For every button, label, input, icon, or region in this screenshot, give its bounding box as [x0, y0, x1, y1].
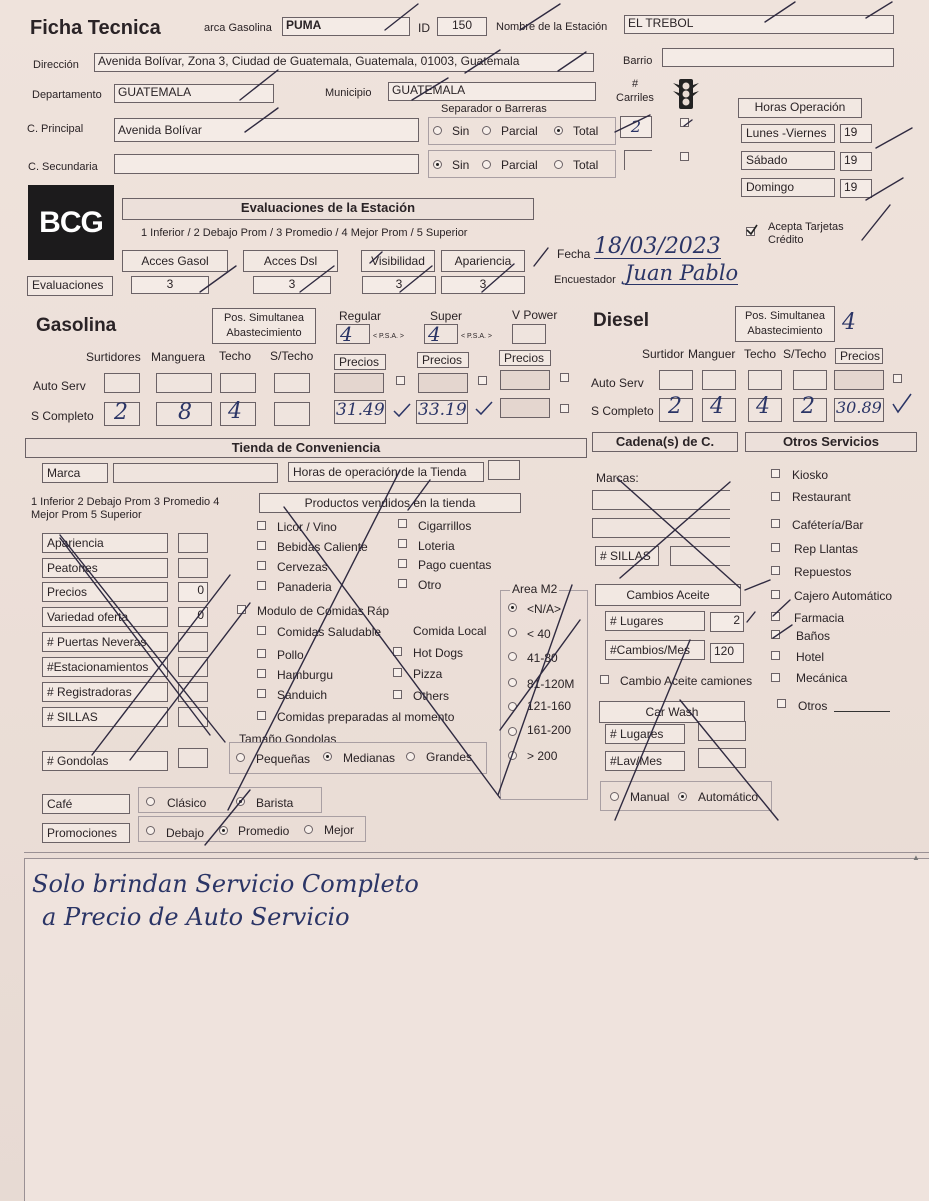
restaurant-checkbox[interactable] [771, 492, 780, 501]
separador2-total-radio[interactable] [554, 160, 563, 169]
departamento-field[interactable]: GUATEMALA [114, 84, 274, 103]
gas-completo-label: S Completo [31, 409, 94, 423]
gondolas-pequenas-label: Pequeñas [256, 752, 311, 766]
dsl-auto-techo[interactable] [748, 370, 782, 390]
separador-title: Separador o Barreras [441, 103, 547, 115]
loteria-checkbox[interactable] [398, 539, 407, 548]
area-na-label: <N/A> [527, 602, 562, 616]
form-title: Ficha Tecnica [30, 17, 161, 39]
vpower-psa-field[interactable] [512, 324, 546, 344]
gas-auto-vpower-checkbox[interactable] [560, 373, 569, 382]
cw-lugares-label: # Lugares [605, 724, 685, 744]
cigarrillos-label: Cigarrillos [418, 519, 472, 533]
calle-principal-label: C. Principal [27, 123, 84, 135]
dsl-completo-manguera: 4 [710, 394, 724, 419]
comidas-preparadas-checkbox[interactable] [257, 711, 266, 720]
tienda-sillas-label: # SILLAS [42, 707, 168, 727]
gondolas-grandes-label: Grandes [426, 750, 473, 764]
tienda-registradoras-label: # Registradoras [42, 682, 168, 702]
tienda-sillas-field[interactable] [178, 707, 208, 727]
others-label: Others [413, 689, 450, 703]
kiosko-label: Kiosko [792, 468, 829, 482]
tienda-horas-label: Horas de operación de la Tienda [288, 462, 484, 482]
bebidas-checkbox[interactable] [257, 541, 266, 550]
evaluaciones-title: Evaluaciones de la Estación [122, 198, 534, 220]
hotel-checkbox[interactable] [771, 651, 780, 660]
barrio-field[interactable] [662, 48, 894, 67]
horas-lunes-field[interactable]: 19 [840, 124, 872, 143]
farmacia-checkbox[interactable] [771, 612, 780, 621]
separador2-total-label: Total [573, 158, 599, 172]
pago-cuentas-checkbox[interactable] [398, 559, 407, 568]
pizza-label: Pizza [413, 667, 443, 681]
area-200-radio[interactable] [508, 727, 517, 736]
tienda-precios-field[interactable]: 0 [178, 582, 208, 602]
direccion-label: Dirección [33, 59, 79, 71]
pago-cuentas-label: Pago cuentas [418, 558, 492, 572]
sanduich-checkbox[interactable] [257, 689, 266, 698]
carwash-manual-radio[interactable] [610, 792, 619, 801]
dsl-completo-surtidor: 2 [668, 394, 682, 419]
cervezas-label: Cervezas [277, 560, 328, 574]
super-label: Super [430, 309, 463, 323]
tienda-gondolas-field[interactable] [178, 748, 208, 768]
super-psa-value: 4 [428, 322, 441, 346]
lugares-label: # Lugares [605, 611, 705, 631]
cambio-camiones-label: Cambio Aceite camiones [620, 674, 753, 688]
tienda-puertas-label: # Puertas Neveras [42, 632, 168, 652]
lugares-field[interactable]: 2 [710, 612, 744, 632]
cadena-sillas-field[interactable] [670, 546, 730, 566]
marcas-field-2[interactable] [592, 518, 730, 538]
separador1-total-radio[interactable] [554, 126, 563, 135]
horas-domingo-label: Domingo [741, 178, 835, 197]
separador2-sin-radio[interactable] [433, 160, 442, 169]
evaluaciones-scale: 1 Inferior / 2 Debajo Prom / 3 Promedio / 4 Mejor Prom / 5 Superior [141, 227, 468, 239]
banos-label: Baños [796, 629, 831, 643]
tienda-puertas-field[interactable] [178, 632, 208, 652]
dsl-col-surtidor: Surtidor [642, 347, 685, 361]
check-icon [745, 223, 759, 237]
diesel-pos-label: Pos. Simultanea Abastecimiento [735, 306, 835, 342]
tienda-gondolas-label: # Gondolas [42, 751, 168, 771]
gas-auto-techo[interactable] [220, 373, 256, 393]
cambios-mes-label: #Cambios/Mes [605, 640, 705, 660]
tamano-gondolas-title: Tamaño Gondolas [239, 732, 337, 746]
comida-local-label: Comida Local [413, 624, 487, 638]
pollo-checkbox[interactable] [257, 649, 266, 658]
nombre-estacion-label: Nombre de la Estación [496, 21, 608, 33]
tienda-marca-field[interactable] [113, 463, 278, 483]
pollo-label: Pollo [277, 648, 304, 662]
tienda-peatones-label: Peatones [42, 558, 168, 578]
cafeteria-checkbox[interactable] [771, 519, 780, 528]
gas-auto-precio-vpower[interactable] [500, 370, 550, 390]
gas-col-techo: Techo [219, 349, 252, 363]
gasolina-pos-label: Pos. Simultanea Abastecimiento [212, 308, 316, 344]
tienda-registradoras-field[interactable] [178, 682, 208, 702]
area-more-label: > 200 [527, 749, 558, 763]
carriles-field-2[interactable] [624, 150, 652, 170]
tienda-scale: 1 Inferior 2 Debajo Prom 3 Promedio 4 Mejor Prom 5 Superior [31, 496, 220, 521]
cajero-label: Cajero Automático [794, 589, 893, 603]
dsl-auto-manguera[interactable] [702, 370, 736, 390]
resize-handle-icon[interactable]: ▲ [912, 853, 920, 862]
gas-completo-stecho-field[interactable] [274, 402, 310, 426]
acces-gasol-field[interactable]: 3 [131, 276, 209, 294]
carriles-hash: # [632, 78, 639, 90]
municipio-label: Municipio [325, 87, 372, 99]
cafe-label: Café [42, 794, 130, 814]
gasolina-title: Gasolina [36, 315, 117, 336]
cafe-clasico-label: Clásico [167, 796, 207, 810]
area-title: Area M2 [512, 582, 558, 596]
cervezas-checkbox[interactable] [257, 561, 266, 570]
gas-auto-regular-checkbox[interactable] [396, 376, 405, 385]
mecanica-checkbox[interactable] [771, 673, 780, 682]
promo-debajo-radio[interactable] [146, 826, 155, 835]
separador2-sin-label: Sin [452, 158, 470, 172]
dsl-auto-serv-label: Auto Serv [591, 376, 644, 390]
tienda-variedad-field[interactable]: 0 [178, 607, 208, 627]
gas-auto-manguera[interactable] [156, 373, 212, 393]
area-40-label: < 40 [527, 627, 551, 641]
separador2-parcial-label: Parcial [501, 158, 538, 172]
banos-checkbox[interactable] [771, 630, 780, 639]
cambios-mes-field[interactable]: 120 [710, 643, 744, 663]
lav-mes-field[interactable] [698, 748, 746, 768]
cafe-barista-radio[interactable] [236, 797, 245, 806]
fecha-value[interactable]: 18/03/2023 [594, 234, 721, 259]
hamburguesa-label: Hamburgu [277, 668, 334, 682]
departamento-label: Departamento [32, 89, 102, 101]
otro-checkbox[interactable] [398, 579, 407, 588]
area-120-label: 81-120M [527, 677, 575, 691]
area-120-radio[interactable] [508, 678, 517, 687]
promociones-label: Promociones [42, 823, 130, 843]
gas-auto-super-checkbox[interactable] [478, 376, 487, 385]
acces-dsl-field[interactable]: 3 [253, 276, 331, 294]
lav-mes-label: #Lav/Mes [605, 751, 685, 771]
check-icon [890, 392, 914, 416]
otros-servicios-title: Otros Servicios [745, 432, 917, 452]
gondolas-grandes-radio[interactable] [406, 752, 415, 761]
dsl-completo-techo: 4 [756, 394, 770, 419]
tarjetas-label: Acepta Tarjetas Crédito [768, 221, 844, 246]
otros-label: Otros [798, 699, 828, 713]
productos-title: Productos vendidos en la tienda [259, 493, 521, 513]
cafe-clasico-radio[interactable] [146, 797, 155, 806]
comidas-preparadas-label: Comidas preparadas al momento [277, 710, 455, 724]
tienda-apariencia-label: Apariencia [42, 533, 168, 553]
calle-secundaria-label: C. Secundaria [28, 161, 98, 173]
dsl-auto-stecho[interactable] [793, 370, 827, 390]
apariencia-label: Apariencia [441, 250, 525, 272]
separador1-parcial-radio[interactable] [482, 126, 491, 135]
hot-dogs-checkbox[interactable] [393, 647, 402, 656]
gas-col-manguera: Manguera [151, 350, 206, 364]
carriles-label: Carriles [616, 92, 654, 104]
otro-label: Otro [418, 578, 442, 592]
separador1-sin-radio[interactable] [433, 126, 442, 135]
check-icon [474, 400, 494, 416]
area-80-radio[interactable] [508, 652, 517, 661]
gondolas-pequenas-radio[interactable] [236, 753, 245, 762]
dsl-completo-label: S Completo [591, 404, 654, 418]
separador1-parcial-label: Parcial [501, 124, 538, 138]
cafeteria-label: Cafétería/Bar [792, 518, 864, 532]
rep-llantas-label: Rep Llantas [794, 542, 859, 556]
dsl-col-manguer: Manguer [688, 347, 736, 361]
visibilidad-label: Visibilidad [361, 250, 435, 272]
dsl-completo-stecho: 2 [801, 394, 815, 419]
cambios-aceite-title: Cambios Aceite [595, 584, 741, 606]
carwash-automatico-label: Automático [698, 790, 759, 804]
check-icon [392, 402, 412, 418]
gondolas-medianas-label: Medianas [343, 751, 396, 765]
restaurant-label: Restaurant [792, 490, 851, 504]
gas-precios-label-1: Precios [334, 354, 386, 370]
gas-completo-surtidores: 2 [114, 400, 128, 425]
sanduich-label: Sanduich [277, 688, 328, 702]
tienda-precios-label: Precios [42, 582, 168, 602]
dsl-auto-checkbox[interactable] [893, 374, 902, 383]
cigarrillos-checkbox[interactable] [398, 519, 407, 528]
hamburguesa-checkbox[interactable] [257, 669, 266, 678]
horas-sabado-field[interactable]: 19 [840, 152, 872, 171]
dsl-col-stecho: S/Techo [783, 347, 827, 361]
car-wash-title: Car Wash [599, 701, 745, 723]
dsl-col-techo: Techo [744, 347, 777, 361]
area-200-label: 161-200 [527, 723, 572, 737]
bcg-logo: BCG [28, 185, 114, 260]
hot-dogs-label: Hot Dogs [413, 646, 464, 660]
visibilidad-field[interactable]: 3 [362, 276, 436, 294]
tienda-apariencia-field[interactable] [178, 533, 208, 553]
area-80-label: 41-80 [527, 651, 558, 665]
evaluaciones-row-label: Evaluaciones [27, 276, 113, 296]
area-40-radio[interactable] [508, 628, 517, 637]
comidas-saludable-checkbox[interactable] [257, 626, 266, 635]
gas-precios-label-2: Precios [417, 352, 469, 368]
marcas-field-1[interactable] [592, 490, 730, 510]
fecha-label: Fecha [557, 247, 591, 261]
separador1-sin-label: Sin [452, 124, 470, 138]
gas-col-surtidores: Surtidores [86, 350, 141, 364]
carwash-automatico-radio[interactable] [678, 792, 687, 801]
apariencia-field[interactable]: 3 [441, 276, 525, 294]
notes-line-2: a Precio de Auto Servicio [42, 903, 350, 931]
comidas-saludable-label: Comidas Saludable [277, 625, 382, 639]
gas-auto-surtidores[interactable] [104, 373, 140, 393]
notes-line-1: Solo brindan Servicio Completo [32, 870, 419, 898]
gas-completo-precio-regular: 31.49 [336, 400, 385, 420]
dsl-auto-surtidor[interactable] [659, 370, 693, 390]
regular-psa-value: 4 [340, 322, 353, 346]
panaderia-label: Panaderia [277, 580, 332, 594]
farmacia-label: Farmacia [794, 611, 845, 625]
carriles-checkbox-2[interactable] [680, 152, 689, 161]
separador1-total-label: Total [573, 124, 599, 138]
id-label: ID [418, 21, 430, 35]
gas-auto-stecho[interactable] [274, 373, 310, 393]
gas-precios-label-3: Precios [499, 350, 551, 366]
modulo-comidas-checkbox[interactable] [237, 605, 246, 614]
rep-llantas-checkbox[interactable] [771, 543, 780, 552]
diesel-title: Diesel [593, 310, 649, 331]
gas-completo-vpower-checkbox[interactable] [560, 404, 569, 413]
notes-divider [24, 852, 929, 858]
area-160-radio[interactable] [508, 702, 517, 711]
kiosko-checkbox[interactable] [771, 469, 780, 478]
marca-gasolina-field[interactable]: PUMA [282, 17, 410, 36]
regular-label: Regular [339, 309, 382, 323]
others-checkbox[interactable] [393, 690, 402, 699]
horas-operacion-title: Horas Operación [738, 98, 862, 118]
psa-label-2: < P.S.A. > [461, 333, 493, 340]
tienda-peatones-field[interactable] [178, 558, 208, 578]
psa-label-1: < P.S.A. > [373, 333, 405, 340]
cadena-title: Cadena(s) de C. [592, 432, 738, 452]
encuestador-value[interactable]: Juan Pablo [625, 261, 739, 285]
gas-auto-serv-label: Auto Serv [33, 379, 86, 393]
repuestos-checkbox[interactable] [771, 566, 780, 575]
repuestos-label: Repuestos [794, 565, 852, 579]
dsl-completo-precio: 30.89 [836, 398, 882, 417]
tienda-estacionamientos-field[interactable] [178, 657, 208, 677]
horas-sabado-label: Sábado [741, 151, 835, 170]
gas-auto-precio-regular[interactable] [334, 373, 384, 393]
marca-gasolina-label: arca Gasolina [204, 22, 272, 34]
promo-debajo-label: Debajo [166, 826, 205, 840]
tienda-estacionamientos-label: #Estacionamientos [42, 657, 168, 677]
otros-line[interactable] [834, 711, 890, 712]
tienda-title: Tienda de Conveniencia [25, 438, 587, 458]
pizza-checkbox[interactable] [393, 668, 402, 677]
nombre-estacion-field[interactable]: EL TREBOL [624, 15, 894, 34]
cafe-group [138, 787, 322, 813]
gondolas-medianas-radio[interactable] [323, 752, 332, 761]
carriles-field[interactable]: 2 [620, 116, 652, 138]
mecanica-label: Mecánica [796, 671, 848, 685]
acces-dsl-label: Acces Dsl [243, 250, 338, 272]
cafe-barista-label: Barista [256, 796, 294, 810]
tienda-variedad-label: Variedad oferta [42, 607, 168, 627]
calle-secundaria-field[interactable] [114, 154, 419, 174]
licor-checkbox[interactable] [257, 521, 266, 530]
carriles-checkbox[interactable] [680, 118, 689, 127]
encuestador-label: Encuestador [554, 274, 616, 286]
gas-completo-vpower-field[interactable] [500, 398, 550, 418]
gas-completo-techo: 4 [228, 399, 242, 424]
traffic-light-icon [671, 78, 701, 112]
area-more-radio[interactable] [508, 751, 517, 760]
barrio-label: Barrio [623, 55, 653, 67]
modulo-comidas-label: Modulo de Comidas Ráp [257, 604, 390, 618]
cajero-checkbox[interactable] [771, 590, 780, 599]
licor-label: Licor / Vino [277, 520, 337, 534]
separador2-parcial-radio[interactable] [482, 160, 491, 169]
promo-promedio-radio[interactable] [219, 826, 228, 835]
cadena-sillas-label: # SILLAS [595, 546, 659, 566]
municipio-field[interactable]: GUATEMALA [388, 82, 596, 101]
panaderia-checkbox[interactable] [257, 581, 266, 590]
area-160-label: 121-160 [527, 699, 572, 713]
promo-promedio-label: Promedio [238, 824, 290, 838]
cw-lugares-field[interactable] [698, 721, 746, 741]
diesel-pos-value[interactable]: 4 [842, 310, 856, 335]
direccion-field[interactable]: Avenida Bolívar, Zona 3, Ciudad de Guatemala, Guatemala, 01003, Guatemala [94, 53, 594, 72]
hotel-label: Hotel [796, 650, 825, 664]
otros-checkbox[interactable] [777, 699, 786, 708]
gas-completo-manguera: 8 [178, 400, 192, 425]
gas-completo-precio-super: 33.19 [418, 400, 467, 420]
carwash-manual-label: Manual [630, 790, 670, 804]
calle-principal-field[interactable]: Avenida Bolívar [114, 118, 419, 142]
promo-mejor-label: Mejor [324, 823, 355, 837]
gas-col-stecho: S/Techo [270, 349, 314, 363]
acces-gasol-label: Acces Gasol [122, 250, 228, 272]
dsl-auto-precio[interactable] [834, 370, 884, 390]
cambio-camiones-checkbox[interactable] [600, 675, 609, 684]
horas-lunes-label: Lunes -Viernes [741, 124, 835, 143]
id-field[interactable]: 150 [437, 17, 487, 36]
gas-auto-precio-super[interactable] [418, 373, 468, 393]
area-group [500, 590, 588, 800]
tienda-horas-field[interactable] [488, 460, 520, 480]
bebidas-label: Bebidas Caliente [277, 540, 368, 554]
tienda-marca-label: Marca [42, 463, 108, 483]
dsl-precios-label: Precios [835, 348, 883, 364]
marcas-label: Marcas: [596, 471, 639, 485]
loteria-label: Loteria [418, 539, 455, 553]
promo-mejor-radio[interactable] [304, 825, 313, 834]
vpower-label: V Power [512, 308, 558, 322]
horas-domingo-field[interactable]: 19 [840, 179, 872, 198]
area-na-radio[interactable] [508, 603, 517, 612]
